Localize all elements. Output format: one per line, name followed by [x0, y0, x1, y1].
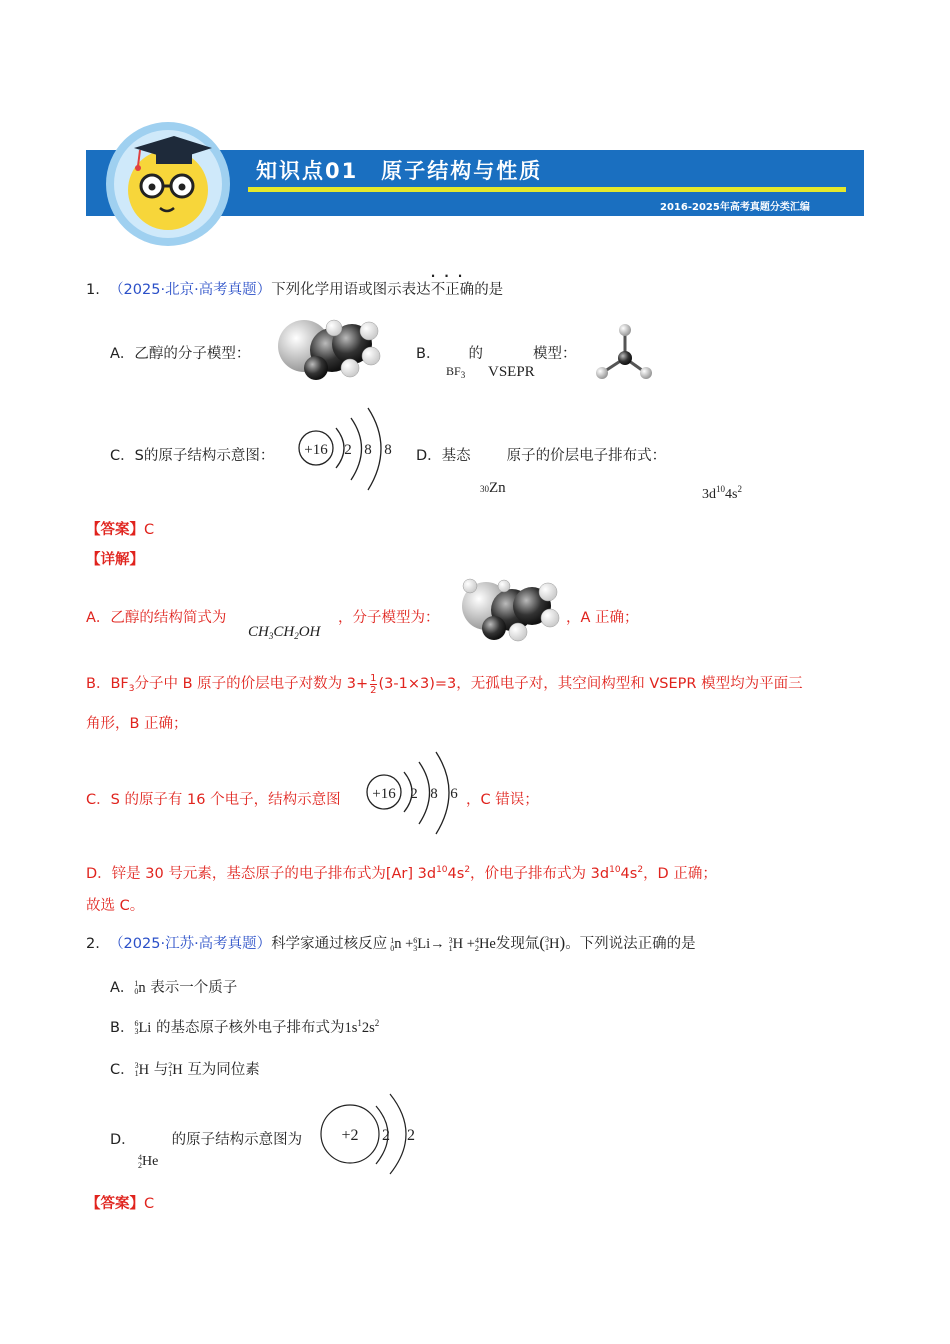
q1-stem: 1. （2025·北京·高考真题）下列化学用语或图示表达不正确 ··· 的是 [86, 269, 504, 298]
nucleus-charge: +2 [341, 1127, 359, 1144]
explanation-a: A．乙醇的结构简式为 [86, 610, 227, 626]
explanation-b-continued: 角形，B 正确； [86, 716, 188, 732]
q1-option-a: A．乙醇的分子模型： [110, 346, 251, 362]
fraction: $\frac{1}{2}$ [370, 672, 377, 696]
q2-option-b: B．6 3Li 的基态原子核外电子排布式为$1s^12s^2$ [110, 1018, 380, 1036]
explanation-c-result: ，C 错误； [466, 792, 539, 808]
ethanol-model-image-2 [452, 576, 564, 644]
explanation-conclusion: 故选 C。 [86, 898, 145, 914]
q1-detail-label: 【详解】 [86, 552, 144, 568]
zn-symbol: 30Zn [480, 480, 506, 496]
shell-electrons: 2 [410, 786, 418, 802]
explanation-d: D．锌是 30 号元素，基态原子的电子排布式为[Ar] $3d^{10}4s^2$，价电子排布式为 $3d^{10}4s^2$，D 正确； [86, 865, 717, 882]
q2-stem: 2. （2025·江苏·高考真题）科学家通过核反应 1 0n +6 3Li→ 3 1H +4 2He发现氚(3 1H)。下列说法正确的是 [86, 933, 696, 953]
he-symbol: 4 2He [138, 1153, 159, 1170]
emphasis-dots: ··· [430, 269, 472, 283]
title-underline [248, 187, 846, 192]
nucleus-charge: +16 [372, 786, 396, 802]
q2-option-d: D． 的原子结构示意图为 [110, 1132, 303, 1148]
shell-electrons: 8 [384, 442, 392, 458]
q2-option-a: A．1 0n 表示一个质子 [110, 979, 238, 996]
shell-electrons: 6 [450, 786, 458, 802]
q2-answer: 【答案】C [86, 1196, 155, 1212]
shell-electrons: 2 [382, 1127, 390, 1144]
bf3-formula: $BF_3$ [446, 364, 466, 380]
explanation-a-model: ，分子模型为： [338, 610, 440, 626]
nuclear-reaction: 1 0n +6 3Li→ 3 1H +4 2He [390, 935, 496, 953]
bf3-vsepr-model-image [590, 320, 660, 384]
mascot-logo [104, 118, 236, 250]
q1-answer: 【答案】C [86, 522, 155, 538]
page-title: 知识点01 原子结构与性质 [256, 159, 543, 183]
ethanol-formula: $CH_3CH_2OH$ [248, 624, 321, 641]
nucleus-charge: +16 [304, 442, 328, 458]
page-subtitle: 2016-2025年高考真题分类汇编 [660, 202, 810, 213]
helium-atom-diagram [318, 1090, 424, 1180]
q1-option-c: C．S的原子结构示意图： [110, 448, 275, 464]
sulfur-atom-diagram [296, 396, 408, 500]
explanation-c: C．S 的原子有 16 个电子，结构示意图 [86, 792, 341, 808]
ethanol-model-image [268, 312, 386, 384]
shell-electrons: 2 [344, 442, 352, 458]
q1-option-d: D．基态 原子的价层电子排布式： [416, 448, 667, 464]
explanation-a-result: ，A 正确； [566, 610, 639, 626]
shell-electrons: 2 [407, 1127, 415, 1144]
shell-electrons: 8 [364, 442, 372, 458]
sulfur-atom-diagram-2 [364, 742, 476, 846]
q1-option-b: B． 的 模型： [416, 346, 577, 362]
zn-configuration: $3d^{10}4s^2$ [702, 484, 742, 502]
vsepr-label: VSEPR [488, 364, 535, 380]
emphasis-text: 不正确 ··· [430, 269, 475, 298]
shell-electrons: 8 [430, 786, 438, 802]
explanation-b: B．$BF_3$分子中 B 原子的价层电子对数为 3+ $\frac{1}{2}$ (3-1×3)=3，无孤电子对，其空间构型和 VSEPR 模型均为平面三 [86, 672, 803, 696]
q2-option-c: C．3 1H 与2 1H 互为同位素 [110, 1061, 260, 1078]
